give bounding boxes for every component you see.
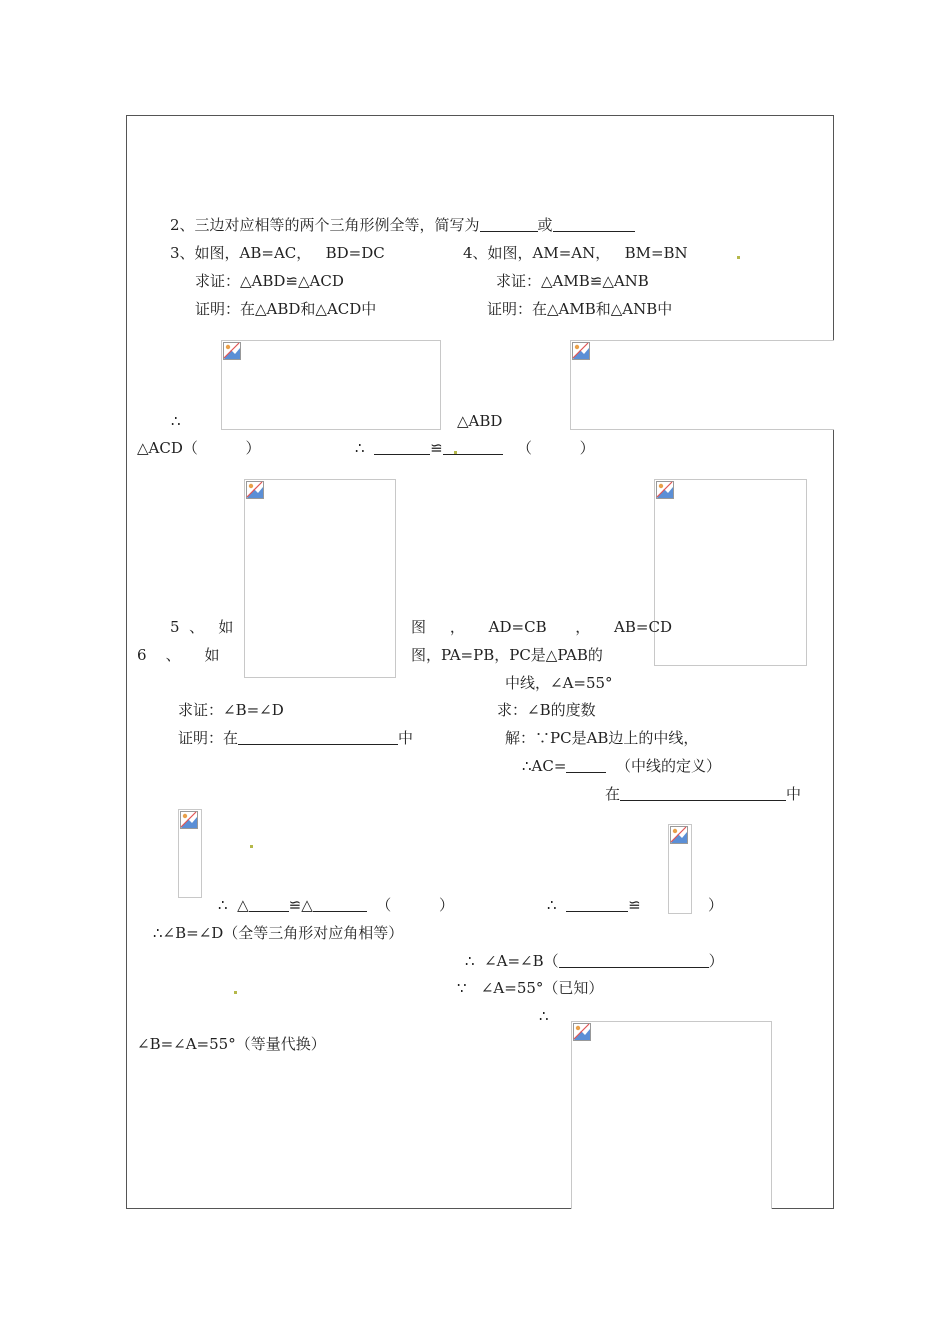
q5-reason: （ ） [376,896,454,914]
broken-image-icon [656,481,674,499]
q6-angle-line [465,952,724,970]
q5-blank-triangles[interactable] [238,730,398,745]
q6-congruent-line [547,896,641,914]
q2-blank-2[interactable] [553,217,635,232]
q6-small-image [668,824,692,914]
broken-image-icon [573,1023,591,1041]
q4-congruent: ≌ [430,439,443,457]
q5-blank-2[interactable] [313,897,367,912]
q6-angle-eq: ∴ ∠A=∠B（ [465,952,559,970]
q6-blank-reason[interactable] [559,953,709,968]
broken-image-icon [223,342,241,360]
q6-therefore: ∴ [539,1007,549,1025]
q5-final: ∠B=∠A=55°（等量代换） [137,1035,326,1053]
broken-image-icon [572,342,590,360]
q4-reason: （ ） [516,439,595,457]
q3-therefore: ∴ [171,412,181,430]
q4-figure-image [570,340,834,430]
q6-paren-close: ） [708,896,724,914]
q6-congruent-b: ≌ [628,896,641,914]
broken-image-icon [180,811,198,829]
q6-in: 在 [605,785,621,803]
q6-title-a: 6 、 如 [137,646,220,664]
q5-middle: 中 [398,729,414,747]
speck [737,256,740,259]
speck [454,451,457,454]
q6-blank-triangles[interactable] [620,786,786,801]
q4-blank-2[interactable] [443,440,503,455]
q2-text: 2、三边对应相等的两个三角形例全等，简写为 [170,216,480,234]
q4-congruent-line [355,439,595,457]
q2-line [170,216,635,234]
q6-figure-image [654,479,807,666]
q3-prove: 求证：△ABD≌△ACD [195,272,344,290]
q5-figure-image [244,479,396,678]
q5-small-image [178,809,202,898]
q3-proof-start: 证明：在△ABD和△ACD中 [195,300,377,318]
q3-title: 3、如图，AB=AC， BD=DC [170,244,385,262]
q6-title-c: 中线，∠A=55° [505,674,613,692]
q6-congruent-a: ∴ [547,896,557,914]
q6-ac-line [522,757,721,775]
q6-angle-eq-close: ） [708,952,724,970]
q4-proof-start: 证明：在△AMB和△ANB中 [487,300,673,318]
q5-proof-line [178,729,413,747]
q6-ac: ∴AC= [522,757,567,775]
q4-title: 4、如图，AM=AN， BM=BN [463,244,688,262]
q3-figure-image [221,340,441,430]
q6-bottom-image [571,1021,772,1209]
q4-blank-1[interactable] [374,440,430,455]
q5-title-a: 5 、 如 [170,618,234,636]
q2-blank-1[interactable] [480,217,538,232]
q5-title-b: 图 ， AD=CB ， AB=CD [411,618,672,636]
q6-blank-ac[interactable] [566,758,606,773]
q5-blank-1[interactable] [249,897,289,912]
q2-or: 或 [537,216,553,234]
q6-in-line [605,785,801,803]
q6-middle: 中 [786,785,802,803]
q6-blank-1[interactable] [566,897,628,912]
q6-because: ∵ ∠A=55°（已知） [457,979,604,997]
q3-tri-abd: △ABD [457,412,503,430]
q4-therefore: ∴ [355,439,365,457]
q5-proof-start: 证明：在 [178,729,239,747]
q3-tri-acd: △ACD（ ） [137,439,261,457]
q5-congruent-a: ∴ △ [218,896,249,914]
speck [234,991,237,994]
broken-image-icon [670,826,688,844]
q4-prove: 求证：△AMB≌△ANB [496,272,649,290]
q5-congruent-line [218,896,454,914]
q6-title-b: 图，PA=PB，PC是△PAB的 [411,646,603,664]
broken-image-icon [246,481,264,499]
speck [250,845,253,848]
q5-congruent-b: ≌△ [288,896,313,914]
q6-ac-reason: （中线的定义） [615,757,721,775]
q5-conclusion: ∴∠B=∠D（全等三角形对应角相等） [153,924,404,942]
q5-prove: 求证：∠B=∠D [178,701,284,719]
q6-solve: 解：∵PC是AB边上的中线， [505,729,699,747]
q6-ask: 求：∠B的度数 [497,701,596,719]
